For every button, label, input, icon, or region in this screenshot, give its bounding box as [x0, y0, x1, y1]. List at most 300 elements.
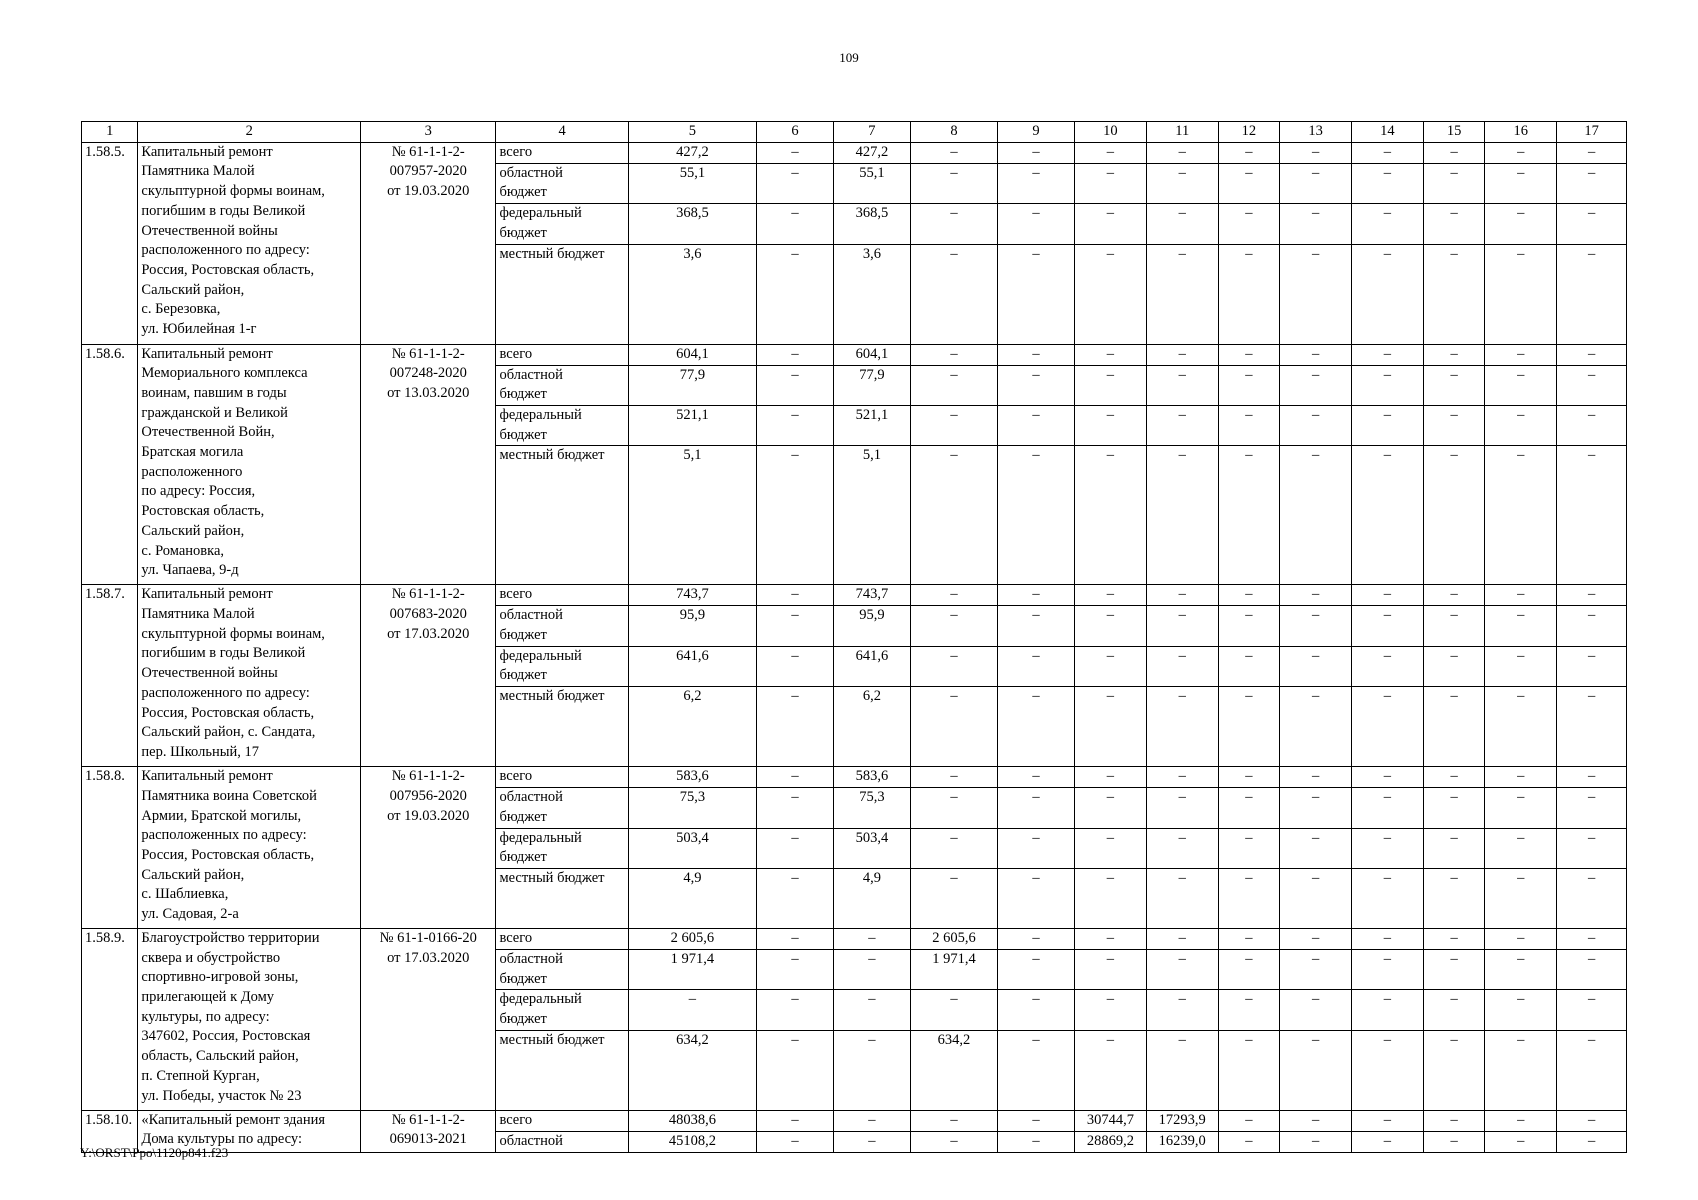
value-cell: – — [1280, 163, 1352, 203]
budget-table — [81, 121, 1627, 1153]
value-cell: – — [833, 949, 910, 989]
value-cell: – — [1423, 365, 1485, 405]
value-cell: – — [998, 142, 1075, 163]
value-cell: – — [1351, 446, 1423, 585]
value-cell: – — [1485, 788, 1557, 828]
value-cell: – — [1075, 606, 1147, 646]
value-cell: – — [998, 204, 1075, 244]
value-cell: – — [1146, 606, 1218, 646]
value-cell: – — [998, 767, 1075, 788]
value-cell: – — [1485, 344, 1557, 365]
value-cell: 48038,6 — [628, 1110, 756, 1131]
value-cell: – — [757, 928, 834, 949]
value-cell: – — [1280, 606, 1352, 646]
value-cell: – — [1280, 928, 1352, 949]
value-cell: – — [998, 990, 1075, 1030]
funding-source: областной бюджет — [496, 606, 628, 646]
value-cell: – — [757, 344, 834, 365]
value-cell: 521,1 — [833, 405, 910, 445]
funding-source: всего — [496, 1110, 628, 1131]
column-header: 3 — [361, 122, 496, 143]
value-cell: 503,4 — [628, 828, 756, 868]
column-header: 4 — [496, 122, 628, 143]
value-cell: 521,1 — [628, 405, 756, 445]
table-row — [82, 767, 1627, 788]
value-cell: – — [1557, 204, 1627, 244]
value-cell: – — [1557, 868, 1627, 928]
value-cell: 5,1 — [833, 446, 910, 585]
value-cell: – — [757, 606, 834, 646]
value-cell: – — [910, 788, 997, 828]
funding-source: всего — [496, 142, 628, 163]
value-cell: – — [757, 767, 834, 788]
value-cell: – — [910, 767, 997, 788]
value-cell: – — [1218, 828, 1280, 868]
funding-source: местный бюджет — [496, 446, 628, 585]
value-cell: 1 971,4 — [628, 949, 756, 989]
value-cell: – — [757, 244, 834, 344]
value-cell: – — [998, 788, 1075, 828]
value-cell: – — [1280, 405, 1352, 445]
funding-source: местный бюджет — [496, 868, 628, 928]
value-cell: – — [1485, 142, 1557, 163]
value-cell: – — [1218, 446, 1280, 585]
value-cell: – — [1485, 204, 1557, 244]
value-cell: – — [998, 405, 1075, 445]
value-cell: – — [910, 446, 997, 585]
value-cell: – — [1557, 828, 1627, 868]
table-row — [82, 585, 1627, 606]
value-cell: – — [1557, 928, 1627, 949]
value-cell: – — [998, 446, 1075, 585]
value-cell: – — [1280, 142, 1352, 163]
value-cell: – — [1075, 928, 1147, 949]
value-cell: – — [1218, 990, 1280, 1030]
value-cell: – — [1351, 405, 1423, 445]
value-cell: – — [757, 868, 834, 928]
expertise-number: № 61-1-0166-20 от 17.03.2020 — [361, 928, 496, 1110]
value-cell: – — [1146, 828, 1218, 868]
value-cell: – — [1351, 365, 1423, 405]
table-row — [82, 928, 1627, 949]
value-cell: – — [757, 687, 834, 767]
value-cell: 95,9 — [628, 606, 756, 646]
value-cell: 1 971,4 — [910, 949, 997, 989]
value-cell: – — [1485, 606, 1557, 646]
value-cell: – — [1075, 585, 1147, 606]
value-cell: – — [998, 1030, 1075, 1110]
item-number: 1.58.6. — [82, 344, 138, 585]
value-cell: – — [833, 990, 910, 1030]
column-header: 16 — [1485, 122, 1557, 143]
value-cell: – — [1218, 788, 1280, 828]
value-cell: – — [1423, 204, 1485, 244]
value-cell: – — [1280, 365, 1352, 405]
column-header: 15 — [1423, 122, 1485, 143]
value-cell: – — [757, 1110, 834, 1131]
value-cell: – — [1423, 928, 1485, 949]
funding-source: областной — [496, 1131, 628, 1152]
funding-source: областной бюджет — [496, 163, 628, 203]
column-header: 17 — [1557, 122, 1627, 143]
funding-source: всего — [496, 928, 628, 949]
column-header: 8 — [910, 122, 997, 143]
value-cell: – — [1485, 767, 1557, 788]
funding-source: областной бюджет — [496, 949, 628, 989]
value-cell: – — [833, 928, 910, 949]
column-header: 13 — [1280, 122, 1352, 143]
value-cell: – — [1218, 344, 1280, 365]
funding-source: областной бюджет — [496, 788, 628, 828]
value-cell: – — [757, 1131, 834, 1152]
item-number: 1.58.8. — [82, 767, 138, 929]
value-cell: – — [1218, 1110, 1280, 1131]
value-cell: – — [1423, 1110, 1485, 1131]
value-cell: – — [1351, 244, 1423, 344]
value-cell: – — [910, 828, 997, 868]
value-cell: 6,2 — [628, 687, 756, 767]
value-cell: – — [1557, 1131, 1627, 1152]
expertise-number: № 61-1-1-2- 007683-2020 от 17.03.2020 — [361, 585, 496, 767]
value-cell: – — [1485, 868, 1557, 928]
value-cell: 3,6 — [833, 244, 910, 344]
value-cell: 55,1 — [833, 163, 910, 203]
value-cell: – — [757, 646, 834, 686]
value-cell: 6,2 — [833, 687, 910, 767]
value-cell: – — [757, 446, 834, 585]
value-cell: – — [1351, 687, 1423, 767]
value-cell: – — [910, 344, 997, 365]
value-cell: – — [998, 606, 1075, 646]
value-cell: – — [998, 244, 1075, 344]
value-cell: – — [1075, 405, 1147, 445]
value-cell: – — [1557, 365, 1627, 405]
value-cell: – — [833, 1110, 910, 1131]
value-cell: – — [910, 163, 997, 203]
value-cell: – — [998, 828, 1075, 868]
page-number: 109 — [839, 50, 859, 65]
value-cell: – — [1351, 344, 1423, 365]
value-cell: – — [1146, 142, 1218, 163]
value-cell: – — [1218, 244, 1280, 344]
value-cell: 77,9 — [628, 365, 756, 405]
value-cell: – — [833, 1030, 910, 1110]
value-cell: – — [1218, 949, 1280, 989]
column-header: 6 — [757, 122, 834, 143]
value-cell: – — [1423, 1131, 1485, 1152]
value-cell: – — [998, 868, 1075, 928]
value-cell: – — [910, 1131, 997, 1152]
value-cell: – — [1351, 142, 1423, 163]
value-cell: 641,6 — [628, 646, 756, 686]
value-cell: – — [1423, 405, 1485, 445]
value-cell: – — [1218, 585, 1280, 606]
value-cell: – — [1557, 405, 1627, 445]
value-cell: – — [1146, 585, 1218, 606]
value-cell: – — [1146, 365, 1218, 405]
value-cell: – — [1485, 687, 1557, 767]
value-cell: – — [1280, 244, 1352, 344]
value-cell: 75,3 — [628, 788, 756, 828]
column-header: 7 — [833, 122, 910, 143]
value-cell: – — [1423, 646, 1485, 686]
value-cell: – — [1557, 244, 1627, 344]
value-cell: – — [1557, 446, 1627, 585]
object-name: «Капитальный ремонт здания Дома культуры по адресу: — [138, 1110, 361, 1152]
value-cell: – — [1075, 767, 1147, 788]
value-cell: – — [1557, 949, 1627, 989]
value-cell: – — [1146, 928, 1218, 949]
value-cell: – — [1423, 585, 1485, 606]
value-cell: – — [910, 204, 997, 244]
value-cell: – — [1423, 828, 1485, 868]
expertise-number: № 61-1-1-2- 007957-2020 от 19.03.2020 — [361, 142, 496, 344]
column-header: 1 — [82, 122, 138, 143]
value-cell: – — [1280, 949, 1352, 989]
value-cell: – — [1557, 142, 1627, 163]
value-cell: – — [1218, 868, 1280, 928]
value-cell: – — [1218, 646, 1280, 686]
value-cell: – — [1218, 928, 1280, 949]
value-cell: – — [1075, 646, 1147, 686]
value-cell: 28869,2 — [1075, 1131, 1147, 1152]
value-cell: – — [1351, 1131, 1423, 1152]
value-cell: – — [1423, 344, 1485, 365]
funding-source: всего — [496, 344, 628, 365]
value-cell: 427,2 — [628, 142, 756, 163]
value-cell: – — [998, 646, 1075, 686]
item-number: 1.58.9. — [82, 928, 138, 1110]
value-cell: – — [1557, 606, 1627, 646]
value-cell: – — [1280, 788, 1352, 828]
value-cell: – — [757, 365, 834, 405]
value-cell: – — [1351, 163, 1423, 203]
value-cell: – — [757, 949, 834, 989]
value-cell: – — [1351, 585, 1423, 606]
value-cell: – — [1146, 344, 1218, 365]
value-cell: – — [1075, 446, 1147, 585]
value-cell: 604,1 — [833, 344, 910, 365]
object-name: Капитальный ремонт Памятника Малой скульптурной формы воинам, погибшим в годы Великой Отечественной войны расположенного по адресу: Россия, Ростовская область, Сальский район, с. Сандата, пер. Школьный, 17 — [138, 585, 361, 767]
column-header: 9 — [998, 122, 1075, 143]
value-cell: – — [757, 204, 834, 244]
value-cell: 634,2 — [910, 1030, 997, 1110]
value-cell: – — [998, 365, 1075, 405]
value-cell: – — [910, 405, 997, 445]
table-row — [82, 142, 1627, 163]
value-cell: – — [1485, 1131, 1557, 1152]
value-cell: – — [1075, 990, 1147, 1030]
value-cell: – — [1280, 646, 1352, 686]
value-cell: – — [1280, 1131, 1352, 1152]
value-cell: – — [1146, 868, 1218, 928]
value-cell: – — [1146, 990, 1218, 1030]
value-cell: – — [1485, 828, 1557, 868]
value-cell: – — [1351, 767, 1423, 788]
value-cell: – — [1485, 405, 1557, 445]
value-cell: – — [1075, 788, 1147, 828]
value-cell: – — [1485, 646, 1557, 686]
value-cell: – — [1485, 949, 1557, 989]
value-cell: 2 605,6 — [910, 928, 997, 949]
value-cell: – — [998, 928, 1075, 949]
value-cell: – — [1485, 244, 1557, 344]
value-cell: – — [1351, 646, 1423, 686]
column-header: 10 — [1075, 122, 1147, 143]
value-cell: – — [910, 365, 997, 405]
value-cell: – — [910, 990, 997, 1030]
value-cell: – — [998, 585, 1075, 606]
value-cell: – — [998, 687, 1075, 767]
funding-source: местный бюджет — [496, 244, 628, 344]
value-cell: – — [910, 244, 997, 344]
value-cell: – — [1351, 788, 1423, 828]
value-cell: – — [1075, 949, 1147, 989]
value-cell: – — [1280, 767, 1352, 788]
value-cell: 583,6 — [833, 767, 910, 788]
value-cell: – — [910, 142, 997, 163]
value-cell: – — [1280, 204, 1352, 244]
item-number: 1.58.5. — [82, 142, 138, 344]
value-cell: – — [1280, 990, 1352, 1030]
value-cell: – — [1146, 446, 1218, 585]
column-header-row — [82, 122, 1627, 143]
column-header: 2 — [138, 122, 361, 143]
expertise-number: № 61-1-1-2- 007248-2020 от 13.03.2020 — [361, 344, 496, 585]
value-cell: – — [1485, 928, 1557, 949]
value-cell: – — [1351, 990, 1423, 1030]
value-cell: – — [1218, 1030, 1280, 1110]
value-cell: – — [998, 1110, 1075, 1131]
value-cell: – — [1218, 767, 1280, 788]
value-cell: – — [1423, 949, 1485, 989]
value-cell: – — [1423, 1030, 1485, 1110]
value-cell: – — [1485, 1030, 1557, 1110]
value-cell: – — [1351, 204, 1423, 244]
value-cell: – — [1557, 767, 1627, 788]
value-cell: – — [1218, 687, 1280, 767]
funding-source: федеральный бюджет — [496, 828, 628, 868]
value-cell: – — [1423, 687, 1485, 767]
object-name: Капитальный ремонт Памятника Малой скульптурной формы воинам, погибшим в годы Великой Отечественной войны расположенного по адресу: Россия, Ростовская область, Сальский район, с. Березовка, ул. Юбилейная 1-г — [138, 142, 361, 344]
value-cell: 55,1 — [628, 163, 756, 203]
value-cell: – — [1280, 344, 1352, 365]
value-cell: – — [1075, 142, 1147, 163]
funding-source: местный бюджет — [496, 1030, 628, 1110]
value-cell: – — [998, 344, 1075, 365]
value-cell: – — [1485, 446, 1557, 585]
funding-source: всего — [496, 767, 628, 788]
value-cell: – — [1280, 828, 1352, 868]
object-name: Капитальный ремонт Мемориального комплекса воинам, павшим в годы гражданской и Великой Отечественной Войн, Братская могила расположенного по адресу: Россия, Ростовская область, Сальский район, с. Романовка, ул. Чапаева, 9-д — [138, 344, 361, 585]
value-cell: – — [1280, 1110, 1352, 1131]
value-cell: 604,1 — [628, 344, 756, 365]
value-cell: – — [1423, 446, 1485, 585]
value-cell: – — [757, 990, 834, 1030]
value-cell: – — [1351, 606, 1423, 646]
value-cell: – — [1351, 949, 1423, 989]
value-cell: – — [757, 405, 834, 445]
value-cell: – — [1218, 365, 1280, 405]
value-cell: – — [757, 788, 834, 828]
value-cell: 2 605,6 — [628, 928, 756, 949]
value-cell: – — [757, 828, 834, 868]
value-cell: 3,6 — [628, 244, 756, 344]
expertise-number: № 61-1-1-2- 007956-2020 от 19.03.2020 — [361, 767, 496, 929]
value-cell: – — [1146, 1030, 1218, 1110]
value-cell: – — [1075, 163, 1147, 203]
value-cell: – — [1280, 687, 1352, 767]
value-cell: – — [910, 646, 997, 686]
value-cell: 368,5 — [833, 204, 910, 244]
value-cell: 30744,7 — [1075, 1110, 1147, 1131]
value-cell: – — [1423, 163, 1485, 203]
value-cell: – — [1557, 1110, 1627, 1131]
value-cell: – — [1146, 244, 1218, 344]
value-cell: – — [1485, 585, 1557, 606]
value-cell: – — [1557, 344, 1627, 365]
value-cell: – — [1075, 868, 1147, 928]
column-header: 12 — [1218, 122, 1280, 143]
value-cell: 16239,0 — [1146, 1131, 1218, 1152]
value-cell: – — [1557, 990, 1627, 1030]
value-cell: 743,7 — [833, 585, 910, 606]
value-cell: – — [1218, 142, 1280, 163]
value-cell: 583,6 — [628, 767, 756, 788]
funding-source: федеральный бюджет — [496, 204, 628, 244]
value-cell: – — [1557, 646, 1627, 686]
value-cell: – — [1146, 767, 1218, 788]
value-cell: – — [1218, 405, 1280, 445]
value-cell: – — [1485, 990, 1557, 1030]
item-number: 1.58.10. — [82, 1110, 138, 1152]
value-cell: – — [757, 1030, 834, 1110]
value-cell: – — [910, 687, 997, 767]
funding-source: федеральный бюджет — [496, 646, 628, 686]
value-cell: 368,5 — [628, 204, 756, 244]
value-cell: 5,1 — [628, 446, 756, 585]
value-cell: – — [910, 585, 997, 606]
value-cell: – — [1557, 788, 1627, 828]
expertise-number: № 61-1-1-2- 069013-2021 — [361, 1110, 496, 1152]
value-cell: – — [1423, 606, 1485, 646]
value-cell: – — [1485, 365, 1557, 405]
value-cell: – — [1485, 1110, 1557, 1131]
value-cell: 634,2 — [628, 1030, 756, 1110]
value-cell: – — [1146, 687, 1218, 767]
value-cell: – — [1557, 163, 1627, 203]
value-cell: 503,4 — [833, 828, 910, 868]
value-cell: – — [1423, 990, 1485, 1030]
column-header: 5 — [628, 122, 756, 143]
table-row — [82, 1110, 1627, 1131]
value-cell: – — [1075, 828, 1147, 868]
value-cell: – — [1280, 446, 1352, 585]
value-cell: 641,6 — [833, 646, 910, 686]
value-cell: – — [910, 868, 997, 928]
value-cell: – — [757, 585, 834, 606]
value-cell: – — [1351, 1110, 1423, 1131]
value-cell: 4,9 — [628, 868, 756, 928]
value-cell: – — [1075, 687, 1147, 767]
value-cell: – — [1351, 1030, 1423, 1110]
value-cell: 427,2 — [833, 142, 910, 163]
value-cell: – — [1146, 949, 1218, 989]
value-cell: – — [1075, 244, 1147, 344]
value-cell: – — [998, 163, 1075, 203]
table-row — [82, 344, 1627, 365]
value-cell: 743,7 — [628, 585, 756, 606]
